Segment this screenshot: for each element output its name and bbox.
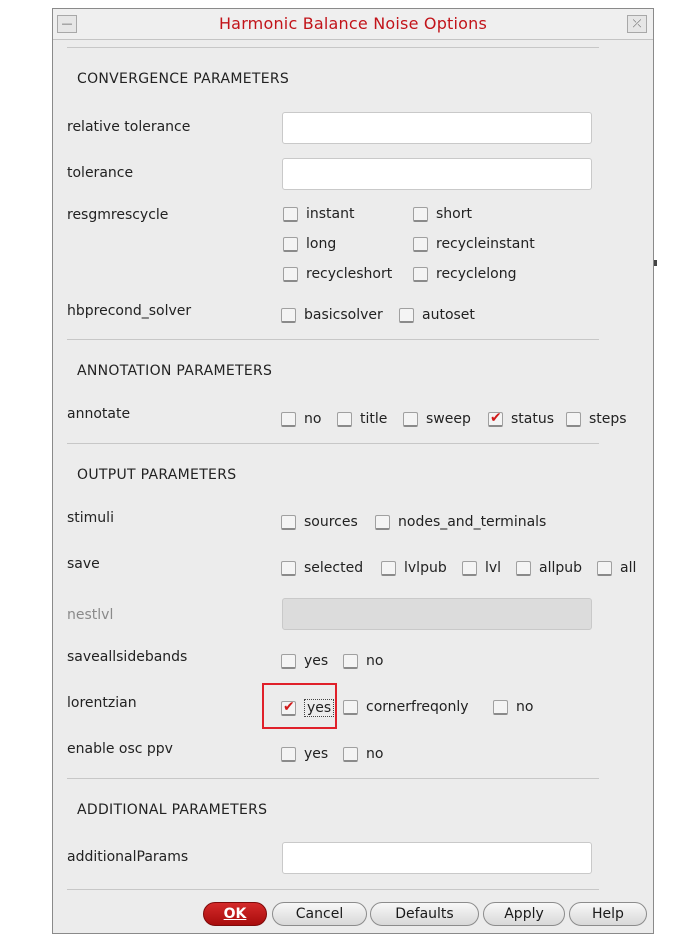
- save-all-option[interactable]: [597, 560, 636, 576]
- lorentzian-yes-option[interactable]: [281, 699, 334, 717]
- hbprecond-basicsolver-option[interactable]: [281, 307, 383, 323]
- checkbox[interactable]: [381, 561, 396, 576]
- stimuli-label: stimuli: [67, 510, 114, 526]
- resgmrescycle-short-option[interactable]: [413, 206, 472, 222]
- option-label: yes: [304, 653, 329, 669]
- option-label: steps: [589, 411, 627, 427]
- saveallsidebands-no-option[interactable]: [343, 653, 383, 669]
- option-label: no: [366, 653, 384, 669]
- window-title: Harmonic Balance Noise Options: [218, 14, 488, 33]
- checkmark-icon: ✔: [283, 698, 295, 715]
- annotate-steps-option[interactable]: [566, 411, 627, 427]
- title-bar: [53, 9, 653, 40]
- additional-params-field[interactable]: [282, 842, 592, 874]
- close-icon: ⤫: [632, 17, 642, 30]
- resgmrescycle-label: resgmrescycle: [67, 207, 169, 223]
- apply-button[interactable]: [483, 902, 565, 926]
- relative-tolerance-label: relative tolerance: [67, 119, 191, 135]
- checkbox[interactable]: [403, 412, 418, 427]
- hbprecond-solver-label: hbprecond_solver: [67, 303, 192, 319]
- help-button[interactable]: [569, 902, 647, 926]
- annotate-status-option[interactable]: [488, 411, 554, 427]
- checkbox[interactable]: [597, 561, 612, 576]
- checkbox[interactable]: [281, 698, 296, 716]
- option-label: title: [360, 411, 388, 427]
- option-label: lvl: [485, 560, 502, 576]
- lorentzian-cornerfreqonly-option[interactable]: [343, 699, 469, 715]
- section-title-output: OUTPUT PARAMETERS: [77, 467, 237, 483]
- checkbox[interactable]: [566, 412, 581, 427]
- option-label: sources: [304, 514, 358, 530]
- section-title-additional: ADDITIONAL PARAMETERS: [77, 802, 268, 818]
- option-label: no: [304, 411, 322, 427]
- option-label: nodes_and_terminals: [398, 514, 547, 530]
- checkbox[interactable]: [488, 409, 503, 427]
- checkbox[interactable]: [283, 267, 298, 282]
- save-lvlpub-option[interactable]: [381, 560, 447, 576]
- cancel-button[interactable]: [272, 902, 367, 926]
- save-selected-option[interactable]: [281, 560, 363, 576]
- saveallsidebands-label: saveallsidebands: [67, 649, 188, 665]
- checkbox[interactable]: [281, 515, 296, 530]
- hb-noise-options-dialog: [52, 8, 654, 934]
- enable-osc-ppv-yes-option[interactable]: [281, 746, 328, 762]
- checkbox[interactable]: [281, 308, 296, 323]
- help-button-label: Help: [592, 906, 624, 922]
- minimize-icon: —: [61, 17, 73, 30]
- checkbox[interactable]: [399, 308, 414, 323]
- option-label: all: [620, 560, 637, 576]
- option-label: yes: [304, 699, 334, 717]
- stimuli-nodes-and-terminals-option[interactable]: [375, 514, 546, 530]
- save-allpub-option[interactable]: [516, 560, 582, 576]
- checkbox[interactable]: [281, 747, 296, 762]
- divider: [67, 778, 599, 779]
- checkbox[interactable]: [343, 700, 358, 715]
- option-label: long: [306, 236, 337, 252]
- option-label: cornerfreqonly: [366, 699, 469, 715]
- option-label: yes: [304, 746, 329, 762]
- save-lvl-option[interactable]: [462, 560, 501, 576]
- hbprecond-autoset-option[interactable]: [399, 307, 475, 323]
- close-button[interactable]: [627, 15, 647, 33]
- checkbox[interactable]: [493, 700, 508, 715]
- annotate-title-option[interactable]: [337, 411, 387, 427]
- ok-button-label: OK: [223, 906, 247, 922]
- button-row: [53, 902, 653, 932]
- save-label: save: [67, 556, 100, 572]
- checkbox[interactable]: [281, 412, 296, 427]
- annotate-sweep-option[interactable]: [403, 411, 471, 427]
- checkbox[interactable]: [413, 207, 428, 222]
- defaults-button-label: Defaults: [395, 906, 454, 922]
- checkbox[interactable]: [337, 412, 352, 427]
- option-label: short: [436, 206, 472, 222]
- checkbox[interactable]: [413, 267, 428, 282]
- apply-button-label: Apply: [504, 906, 544, 922]
- option-label: selected: [304, 560, 364, 576]
- checkbox[interactable]: [343, 654, 358, 669]
- checkbox[interactable]: [462, 561, 477, 576]
- section-title-convergence: CONVERGENCE PARAMETERS: [77, 71, 290, 87]
- resgmrescycle-instant-option[interactable]: [283, 206, 355, 222]
- checkbox[interactable]: [343, 747, 358, 762]
- additional-params-label: additionalParams: [67, 849, 189, 865]
- checkbox[interactable]: [283, 207, 298, 222]
- option-label: status: [511, 411, 555, 427]
- lorentzian-no-option[interactable]: [493, 699, 533, 715]
- option-label: instant: [306, 206, 355, 222]
- defaults-button[interactable]: [370, 902, 479, 926]
- divider: [67, 47, 599, 48]
- section-title-annotation: ANNOTATION PARAMETERS: [77, 363, 273, 379]
- nestlvl-label: nestlvl: [67, 607, 114, 623]
- divider: [67, 443, 599, 444]
- option-label: sweep: [426, 411, 471, 427]
- resgmrescycle-recycleinstant-option[interactable]: [413, 236, 535, 252]
- resgmrescycle-recyclelong-option[interactable]: [413, 266, 516, 282]
- window-edge-mark: [654, 260, 657, 266]
- stimuli-sources-option[interactable]: [281, 514, 358, 530]
- option-label: recyclelong: [436, 266, 517, 282]
- lorentzian-label: lorentzian: [67, 695, 137, 711]
- checkbox[interactable]: [375, 515, 390, 530]
- tolerance-label: tolerance: [67, 165, 134, 181]
- relative-tolerance-field[interactable]: [282, 112, 592, 144]
- option-label: recycleinstant: [436, 236, 535, 252]
- resgmrescycle-long-option[interactable]: [283, 236, 336, 252]
- option-label: allpub: [539, 560, 583, 576]
- checkbox[interactable]: [281, 561, 296, 576]
- saveallsidebands-yes-option[interactable]: [281, 653, 328, 669]
- divider: [67, 889, 599, 890]
- annotate-label: annotate: [67, 406, 131, 422]
- resgmrescycle-recycleshort-option[interactable]: [283, 266, 392, 282]
- option-label: autoset: [422, 307, 475, 323]
- option-label: recycleshort: [306, 266, 393, 282]
- checkbox[interactable]: [413, 237, 428, 252]
- ok-button[interactable]: [203, 902, 267, 926]
- enable-osc-ppv-label: enable osc ppv: [67, 741, 173, 757]
- enable-osc-ppv-no-option[interactable]: [343, 746, 383, 762]
- checkbox[interactable]: [281, 654, 296, 669]
- option-label: no: [366, 746, 384, 762]
- divider: [67, 339, 599, 340]
- nestlvl-field: [282, 598, 592, 630]
- tolerance-field[interactable]: [282, 158, 592, 190]
- checkmark-icon: ✔: [490, 409, 502, 426]
- option-label: basicsolver: [304, 307, 383, 323]
- cancel-button-label: Cancel: [295, 906, 344, 922]
- checkbox[interactable]: [516, 561, 531, 576]
- annotate-no-option[interactable]: [281, 411, 321, 427]
- option-label: lvlpub: [404, 560, 447, 576]
- checkbox[interactable]: [283, 237, 298, 252]
- option-label: no: [516, 699, 534, 715]
